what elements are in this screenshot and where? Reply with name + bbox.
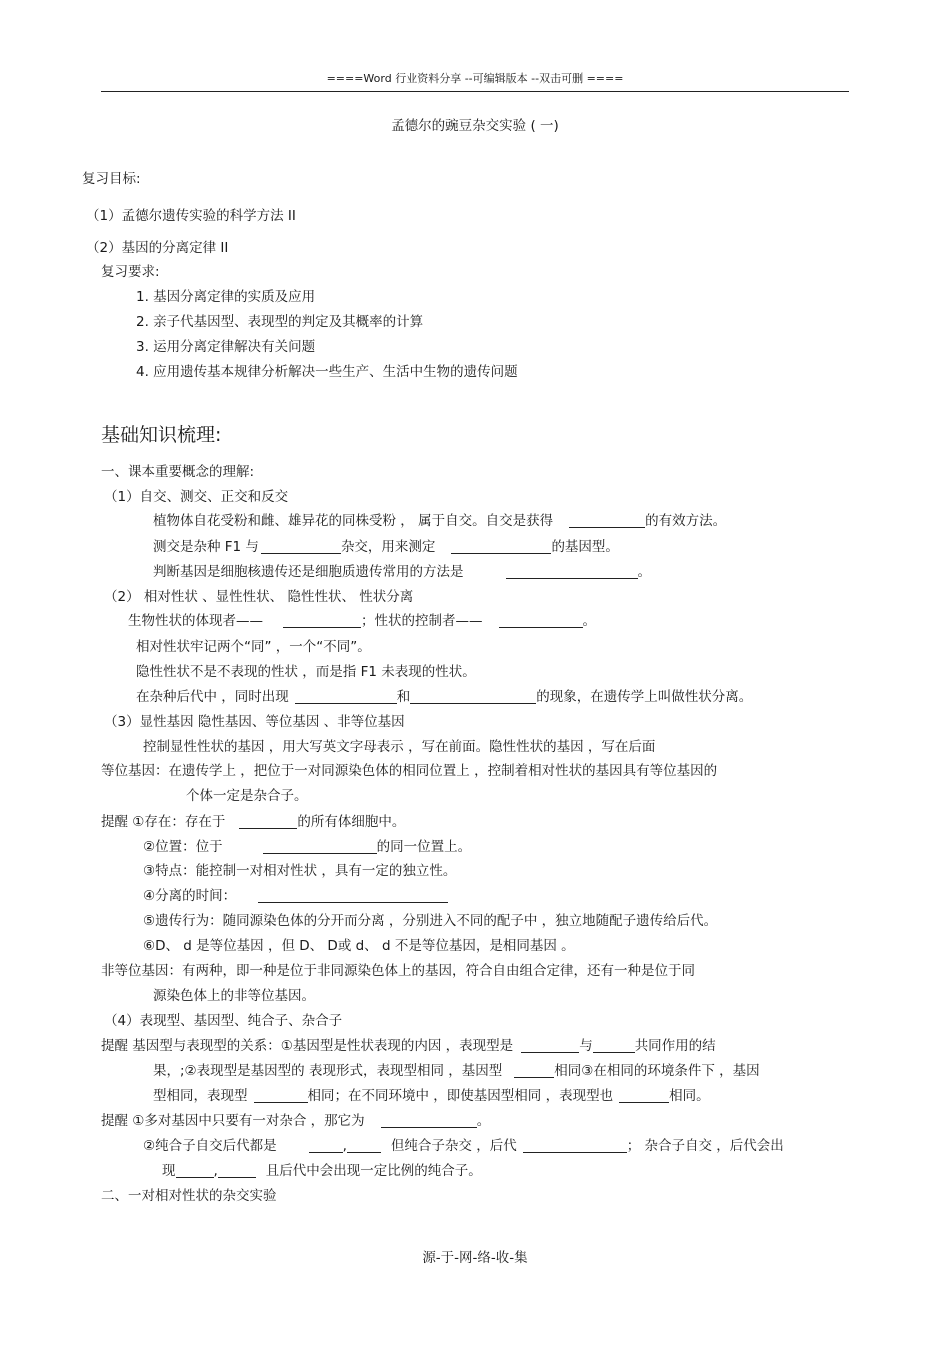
- blank: [593, 1038, 635, 1053]
- s1-line2: 测交是杂种 F1 与 杂交，用来测定 的基因型。: [153, 539, 619, 555]
- s2-line4: 在杂种后代中 ，同时出现 和 的现象，在遗传学上叫做性状分离。: [136, 689, 753, 705]
- s3-line3: 个体一定是杂合子。: [186, 788, 308, 804]
- document-title: 孟德尔的豌豆杂交实验 ( 一): [391, 118, 559, 134]
- blank: [283, 613, 361, 628]
- s4-tip1-line2: 果，;②表现型是基因型的 表现形式，表现型相同 ，基因型 相同③在相同的环境条件下 ，基因: [153, 1063, 760, 1079]
- blank: [410, 689, 536, 704]
- s1-line1: 植物体自花受粉和雌、雄异花的同株受粉 ， 属于自交。自交是获得 的有效方法。: [153, 513, 727, 529]
- review-goals-label: 复习目标:: [82, 171, 141, 187]
- page-footer: 源-于-网-络-收-集: [422, 1250, 528, 1266]
- s3-tip3: ③特点：能控制一对相对性状 ，具有一定的独立性。: [143, 863, 457, 879]
- blank: [523, 1138, 627, 1153]
- blank: [295, 689, 397, 704]
- blank: [514, 1063, 554, 1078]
- blank: [218, 1163, 256, 1178]
- s3-nonallele-2: 源染色体上的非等位基因。: [153, 988, 315, 1004]
- blank: [619, 1088, 669, 1103]
- s2-line3: 隐性性状不是不表现的性状 ，而是指 F1 未表现的性状。: [136, 664, 476, 680]
- blank: [309, 1138, 343, 1153]
- blank: [239, 814, 297, 829]
- s4-tip1-line3: 型相同，表现型 相同；在不同环境中 ，即使基因型相同 ，表现型也 相同。: [153, 1088, 710, 1104]
- s3-tip4: ④分离的时间：: [143, 887, 448, 905]
- s3-title: （3）显性基因 隐性基因、等位基因 、非等位基因: [104, 714, 405, 730]
- blank: [506, 564, 638, 579]
- s3-tip2: ②位置：位于 的同一位置上。: [143, 839, 472, 855]
- header-divider: [101, 91, 849, 92]
- s4-title: （4）表现型、基因型、纯合子、杂合子: [104, 1013, 343, 1029]
- blank: [261, 539, 341, 554]
- blank: [263, 839, 377, 854]
- s3-line1: 控制显性性状的基因 ，用大写英文字母表示 ，写在前面。隐性性状的基因 ，写在后面: [143, 739, 656, 755]
- s4-tip2-line3: 现 , 且后代中会出现一定比例的纯合子。: [162, 1163, 482, 1179]
- s2-line2: 相对性状牢记两个“同” ，一个“不同”。: [136, 639, 371, 655]
- blank: [254, 1088, 308, 1103]
- blank: [569, 513, 645, 528]
- requirement-item-1: 1. 基因分离定律的实质及应用: [136, 289, 316, 305]
- s1-line3: 判断基因是细胞核遗传还是细胞质遗传常用的方法是 。: [153, 564, 651, 580]
- s3-tip6: ⑥D、 d 是等位基因 ，但 D、 D或 d、 d 不是等位基因，是相同基因 。: [143, 938, 575, 954]
- s2-line1: 生物性状的体现者—— ；性状的控制者—— 。: [128, 613, 596, 629]
- blank: [451, 539, 551, 554]
- s4-tip2-line2: ②纯合子自交后代都是 , 但纯合子杂交 ，后代 ； 杂合子自交 ，后代会出: [143, 1138, 784, 1154]
- s3-tip5: ⑤遗传行为：随同源染色体的分开而分离 ，分别进入不同的配子中 ，独立地随配子遗传给后代。: [143, 913, 718, 929]
- s3-tip1: 提醒 ①存在：存在于 的所有体细胞中。: [101, 814, 406, 830]
- s2-title: （2） 相对性状 、显性性状、 隐性性状、 性状分离: [104, 589, 414, 605]
- blank: [258, 888, 448, 903]
- blank: [347, 1138, 381, 1153]
- s4-tip1-line1: 提醒 基因型与表现型的关系：①基因型是性状表现的内因 ，表现型是 与 共同作用的结: [101, 1038, 716, 1054]
- requirements-label: 复习要求:: [101, 264, 160, 280]
- section-heading: 基础知识梳理:: [101, 424, 222, 446]
- part1-heading: 一、课本重要概念的理解:: [101, 464, 255, 480]
- blank: [381, 1113, 477, 1128]
- part2-heading: 二、一对相对性状的杂交实验: [101, 1188, 277, 1204]
- blank: [176, 1163, 214, 1178]
- s1-title: （1）自交、测交、正交和反交: [104, 489, 289, 505]
- requirement-item-3: 3. 运用分离定律解决有关问题: [136, 339, 316, 355]
- s4-tip2-line1: 提醒 ①多对基因中只要有一对杂合 ，那它为 。: [101, 1113, 491, 1129]
- requirement-item-4: 4. 应用遗传基本规律分析解决一些生产、生活中生物的遗传问题: [136, 364, 518, 380]
- page-header: ====Word 行业资料分享 --可编辑版本 --双击可删 ====: [326, 72, 624, 85]
- s3-nonallele-1: 非等位基因：有两种，即一种是位于非同源染色体上的基因，符合自由组合定律，还有一种是位于同: [101, 963, 695, 979]
- s3-line2: 等位基因：在遗传学上 ，把位于一对同源染色体的相同位置上 ，控制着相对性状的基因具有等位基因的: [101, 763, 718, 779]
- requirement-item-2: 2. 亲子代基因型、表现型的判定及其概率的计算: [136, 314, 424, 330]
- blank: [499, 613, 583, 628]
- goal-item-2: （2）基因的分离定律 II: [86, 240, 229, 256]
- blank: [521, 1038, 579, 1053]
- goal-item-1: （1）孟德尔遗传实验的科学方法 II: [86, 208, 296, 224]
